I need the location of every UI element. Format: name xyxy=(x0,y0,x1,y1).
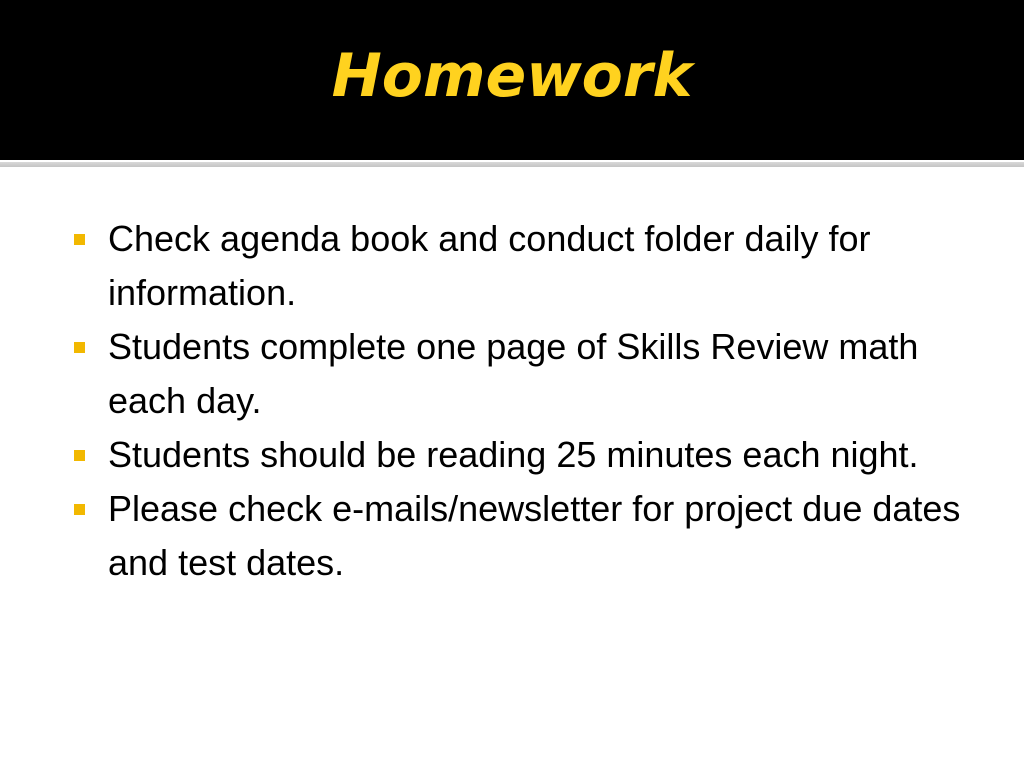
square-bullet-icon xyxy=(74,234,85,245)
bullet-text: Check agenda book and conduct folder daily for information. xyxy=(108,218,871,313)
bullet-item xyxy=(72,320,962,428)
bullet-text: Students should be reading 25 minutes each night. xyxy=(108,434,919,475)
square-bullet-icon xyxy=(74,504,85,515)
bullet-list xyxy=(72,212,962,590)
bullet-text: Please check e-mails/newsletter for project due dates and test dates. xyxy=(108,488,961,583)
bullet-item xyxy=(72,482,962,590)
bullet-text: Students complete one page of Skills Review math each day. xyxy=(108,326,919,421)
slide-title: Homework xyxy=(331,41,693,111)
bullet-item xyxy=(72,212,962,320)
title-divider xyxy=(0,162,1024,167)
bullet-item xyxy=(72,428,962,482)
square-bullet-icon xyxy=(74,450,85,461)
square-bullet-icon xyxy=(74,342,85,353)
